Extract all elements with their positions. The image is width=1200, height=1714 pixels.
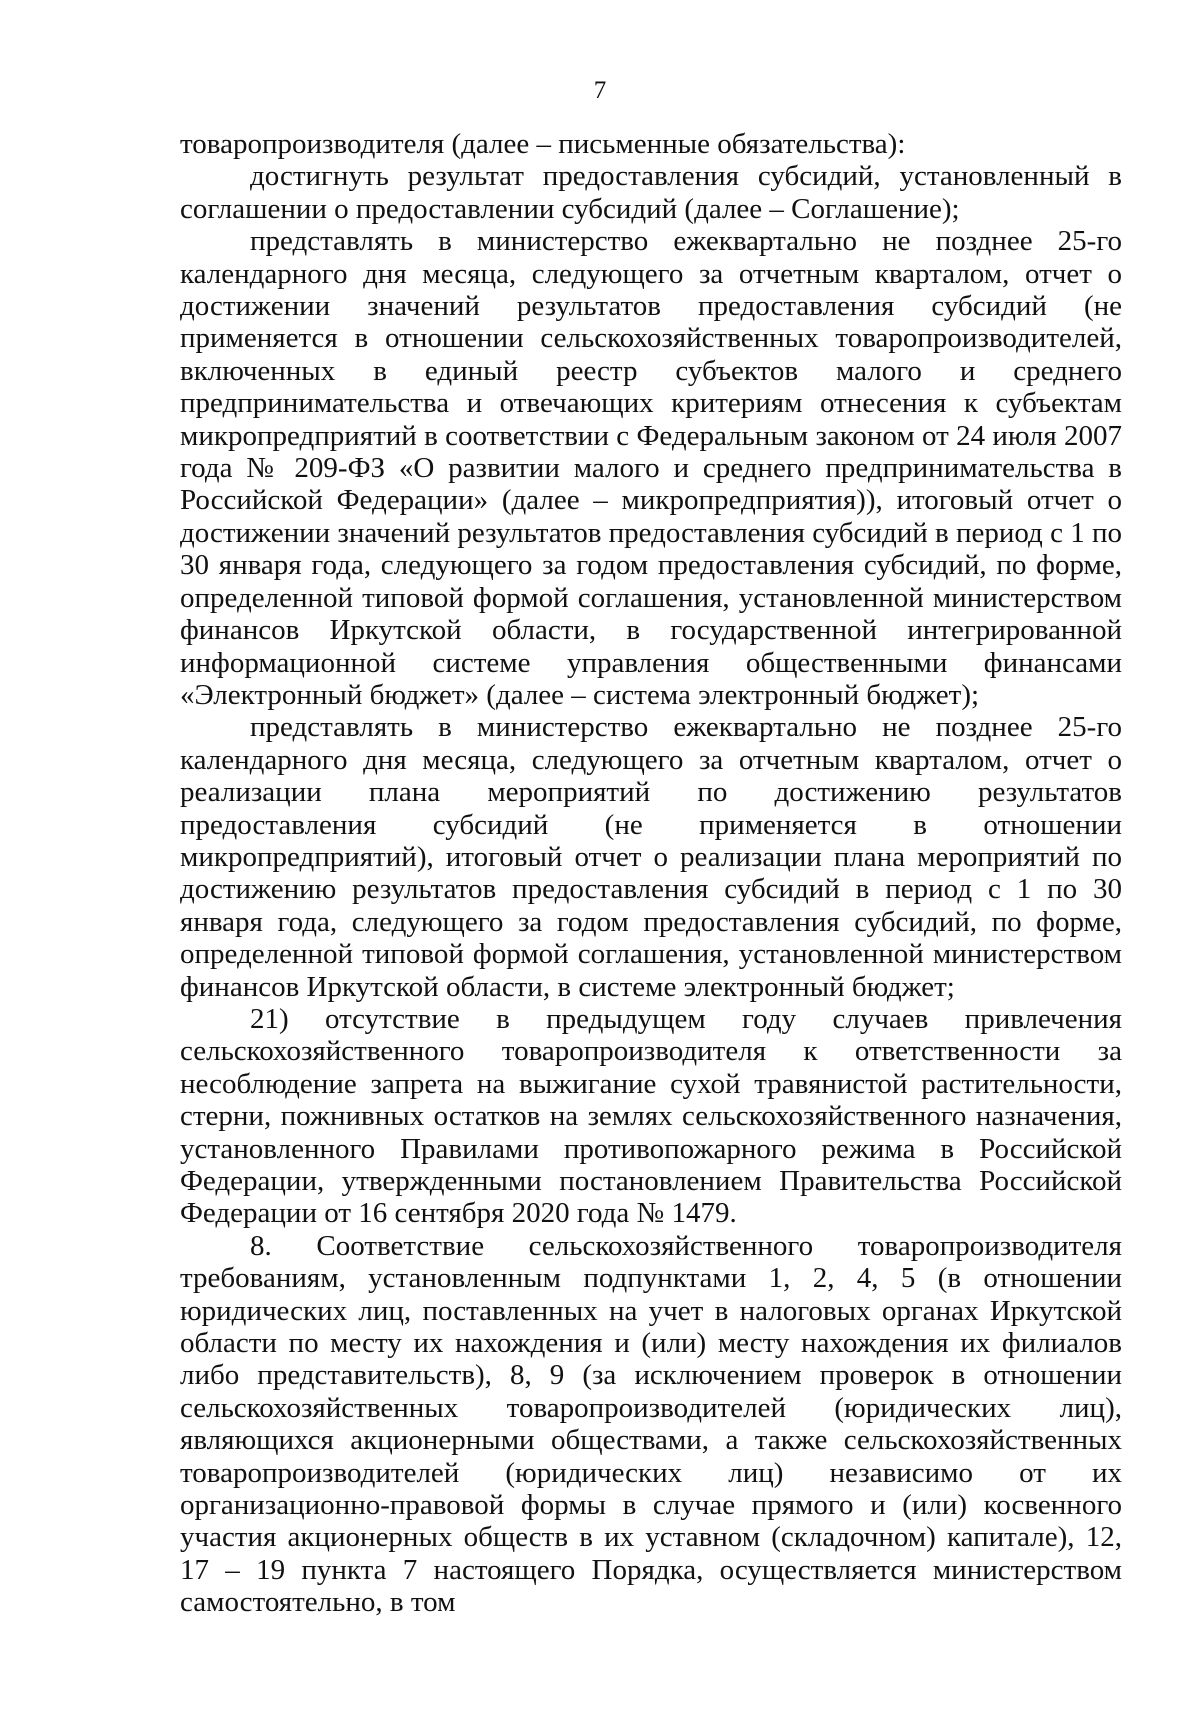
document-body (180, 128, 1122, 1619)
paragraph-achieve-result: достигнуть результат предоставления субсидий, установленный в соглашении о предоставлении субсидий (далее – Соглашение); (180, 160, 1122, 225)
paragraph-continuation: товаропроизводителя (далее – письменные обязательства): (180, 128, 906, 160)
paragraph-item-21: 21) отсутствие в предыдущем году случаев привлечения сельскохозяйственного товаропроизводителя к ответственности за несоблюдение запрета на выжигание сухой травянистой растительности, стерни, пожнивных остатков на землях сельскохозяйственного назначения, установленного Правилами противопожарного режима в Российской Федерации, утвержденными постановлением Правительства Российской Федерации от 16 сентября 2020 года № 1479. (180, 1002, 1122, 1230)
page-number: 7 (593, 77, 607, 104)
paragraph-quarterly-results-report: представлять в министерство ежеквартально не позднее 25-го календарного дня месяца, следующего за отчетным кварталом, отчет о достижении значений результатов предоставления субсидий (не применяется в отношении сельскохозяйственных товаропроизводителей, включенных в единый реестр субъектов малого и среднего предпринимательства и отвечающих критериям отнесения к субъектам микропредприятий в соответствии с Федеральным законом от 24 июля 2007 года № 209-ФЗ «О развитии малого и среднего предпринимательства в Российской Федерации» (далее – микропредприятия)), итоговый отчет о достижении значений результатов предоставления субсидий в период с 1 по 30 января года, следующего за годом предоставления субсидий, по форме, определенной типовой формой соглашения, установленной министерством финансов Иркутской области, в государственной интегрированной информационной системе управления общественными финансами «Электронный бюджет» (далее – система электронный бюджет); (180, 225, 1122, 711)
paragraph-quarterly-plan-report: представлять в министерство ежеквартально не позднее 25-го календарного дня месяца, следующего за отчетным кварталом, отчет о реализации плана мероприятий по достижению результатов предоставления субсидий (не применяется в отношении микропредприятий), итоговый отчет о реализации плана мероприятий по достижению результатов предоставления субсидий в период с 1 по 30 января года, следующего за годом предоставления субсидий, по форме, определенной типовой формой соглашения, установленной министерством финансов Иркутской области, в системе электронный бюджет; (180, 711, 1122, 1003)
paragraph-section-8: 8. Соответствие сельскохозяйственного товаропроизводителя требованиям, установленным подпунктами 1, 2, 4, 5 (в отношении юридических лиц, поставленных на учет в налоговых органах Иркутской области по месту их нахождения и (или) месту нахождения их филиалов либо представительств), 8, 9 (за исключением проверок в отношении сельскохозяйственных товаропроизводителей (юридических лиц), являющихся акционерными обществами, а также сельскохозяйственных товаропроизводителей (юридических лиц) независимо от их организационно-правовой формы в случае прямого и (или) косвенного участия акционерных обществ в их уставном (складочном) капитале), 12, 17 – 19 пункта 7 настоящего Порядка, осуществляется министерством самостоятельно, в том (180, 1229, 1122, 1619)
